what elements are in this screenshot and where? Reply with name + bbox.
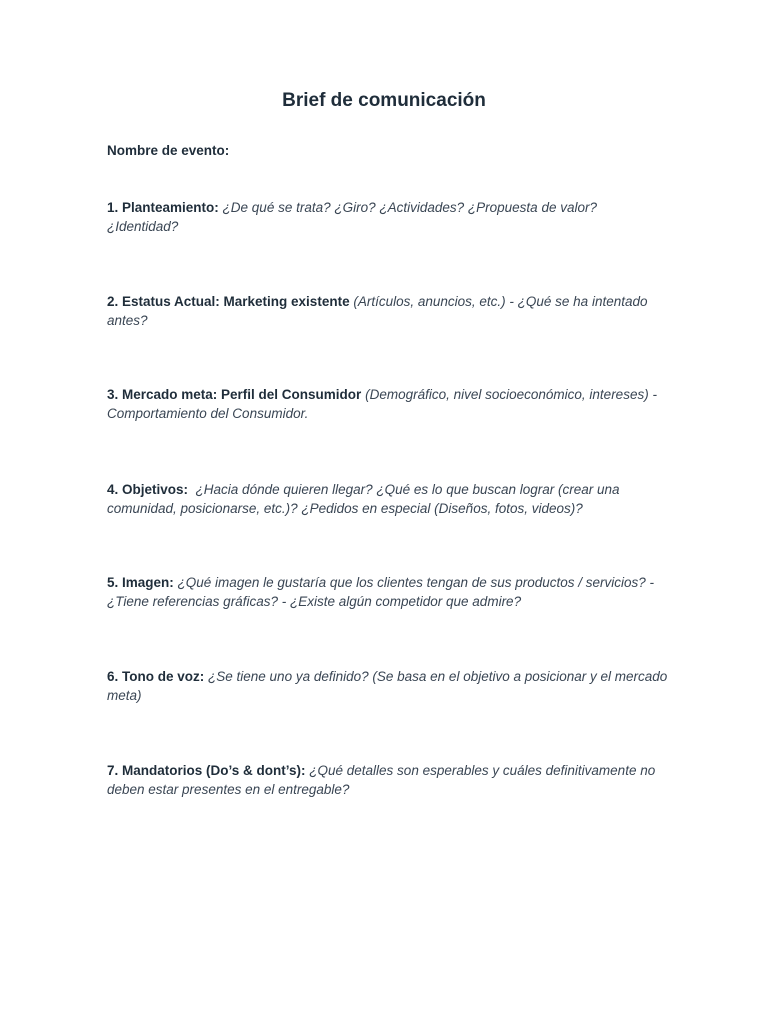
section-estatus-actual [107,292,672,330]
section-label: 6. Tono de voz: [107,669,205,684]
section-tono-de-voz [107,667,672,705]
section-description: (Demográfico, nivel socioeconómico, intereses) - Comportamiento del Consumidor. [107,387,657,421]
section-description: ¿Qué detalles son esperables y cuáles definitivamente no deben estar presentes en el entregable? [107,763,656,797]
section-label: 2. Estatus Actual: Marketing existente [107,294,350,309]
section-objetivos [107,480,672,518]
section-mercado-meta [107,385,672,423]
section-label: 4. Objetivos: [107,482,189,497]
section-label: 3. Mercado meta: Perfil del Consumidor [107,387,362,402]
section-label: 7. Mandatorios (Do’s & dont’s): [107,763,306,778]
section-label: 1. Planteamiento: [107,200,219,215]
section-planteamiento [107,198,672,236]
event-name-label: Nombre de evento: [107,143,230,158]
section-description: ¿Qué imagen le gustaría que los clientes tengan de sus productos / servicios? - ¿Tiene referencias gráficas? - ¿Existe algún competidor que admire? [107,575,655,609]
section-description: ¿De qué se trata? ¿Giro? ¿Actividades? ¿Propuesta de valor? ¿Identidad? [107,200,597,234]
section-description: ¿Hacia dónde quieren llegar? ¿Qué es lo que buscan lograr (crear una comunidad, posicionarse, etc.)? ¿Pedidos en especial (Diseños, fotos, videos)? [107,482,620,516]
section-description: ¿Se tiene uno ya definido? (Se basa en el objetivo a posicionar y el mercado meta) [107,669,668,703]
section-mandatorios [107,761,672,799]
document-title: Brief de comunicación [282,90,486,111]
section-imagen [107,573,672,611]
section-label: 5. Imagen: [107,575,174,590]
section-description: (Artículos, anuncios, etc.) - ¿Qué se ha intentado antes? [107,294,648,328]
